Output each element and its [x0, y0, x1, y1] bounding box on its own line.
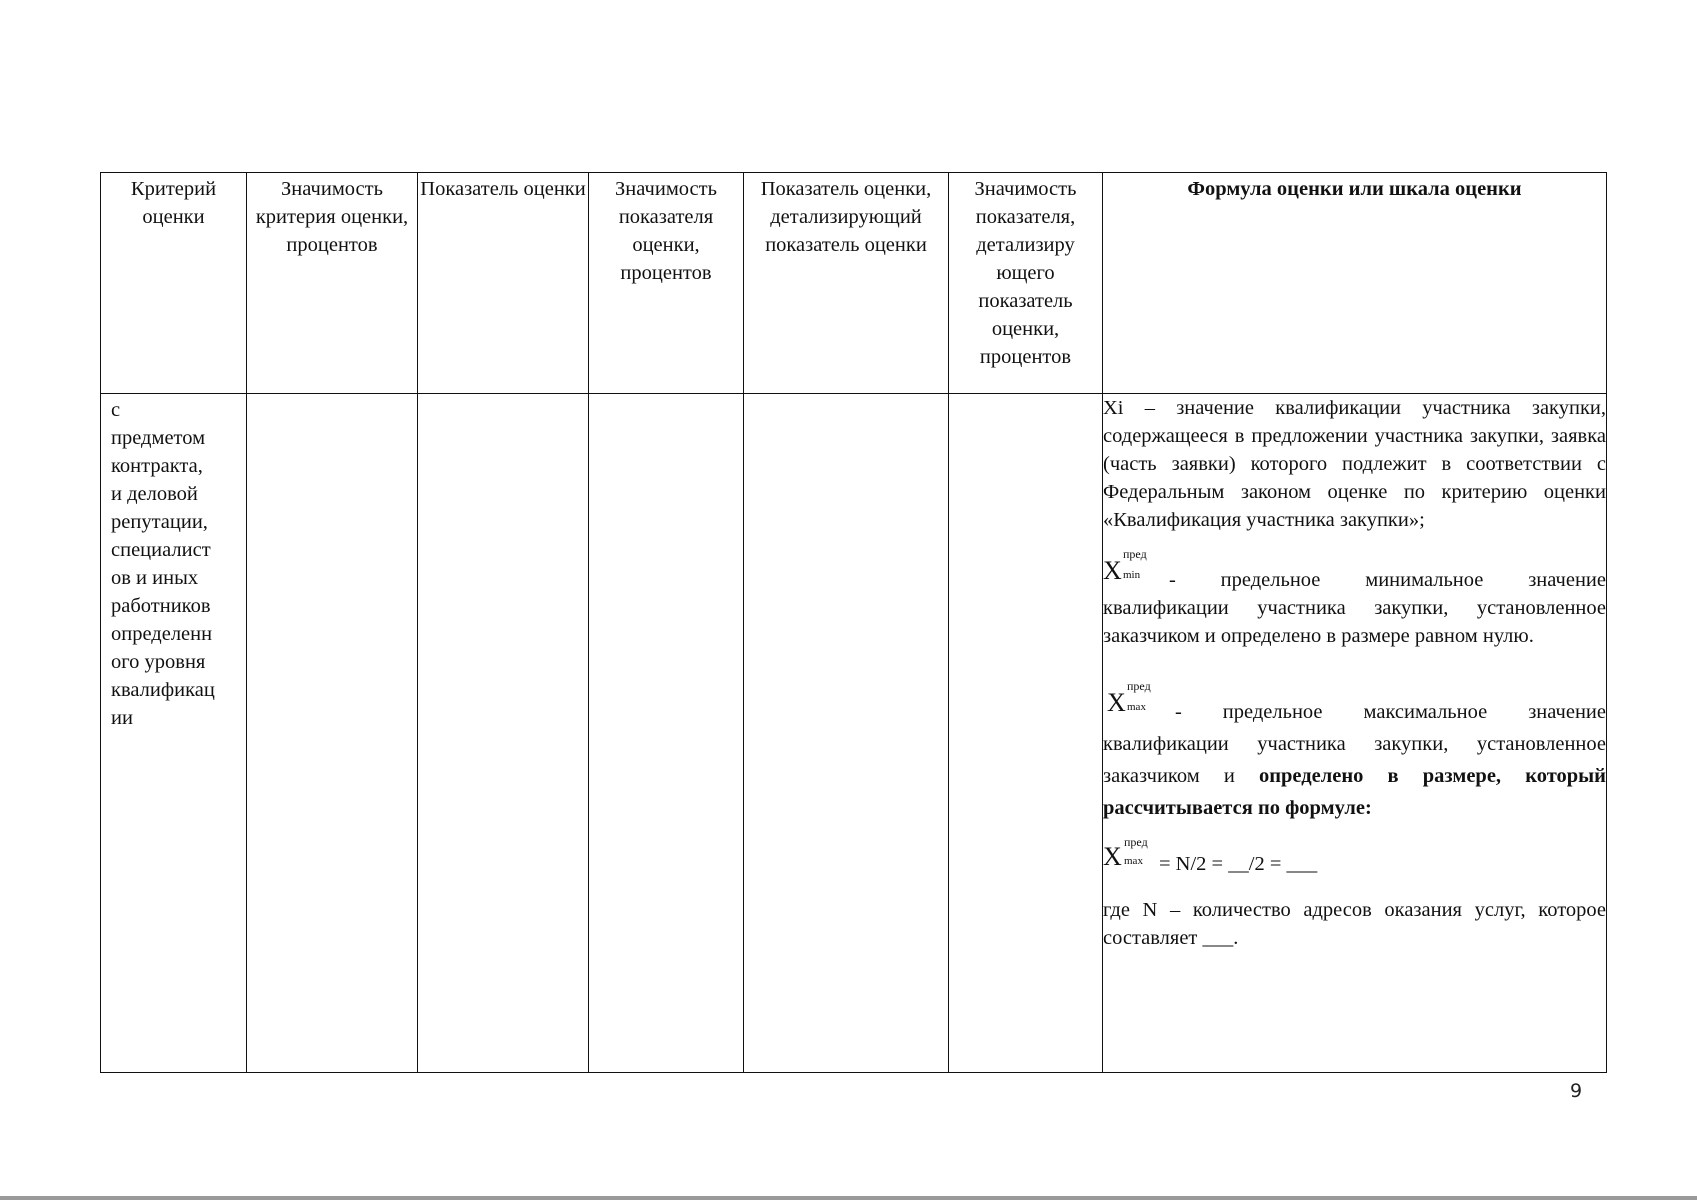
table-header-row — [101, 173, 1607, 394]
header-detail-indicator-weight: Значимость показателя, детализиру ющего показатель оценки, процентов — [949, 173, 1103, 394]
detail-indicator-cell — [744, 394, 949, 1073]
criterion-text: с предметом контракта, и деловой репутации, специалист ов и иных работников определенн ого уровня квалификац ии — [111, 399, 215, 729]
page-number: 9 — [1570, 1080, 1583, 1102]
x-max-definition-bold: определено в размере, который рассчитывается по формуле: — [1103, 765, 1606, 819]
x-max-formula-rhs: = N/2 = __/2 = ___ — [1159, 853, 1318, 875]
formula-cell — [1103, 394, 1607, 1073]
header-detail-indicator: Показатель оценки, детализирующий показатель оценки — [744, 173, 949, 394]
indicator-cell — [418, 394, 589, 1073]
header-indicator-weight: Значимость показателя оценки, процентов — [589, 173, 744, 394]
criterion-weight-cell — [247, 394, 418, 1073]
criterion-cell — [101, 394, 247, 1073]
indicator-weight-cell — [589, 394, 744, 1073]
x-max-formula — [1103, 835, 1606, 878]
xi-definition: Xi – значение квалификации участника закупки, содержащееся в предложении участника закупки, заявка (часть заявки) которого подлежит в соответствии с Федеральным законом оценке по критерию оценки «Квалификация участника закупки»; — [1103, 397, 1606, 531]
page-bottom-edge — [0, 1196, 1697, 1200]
evaluation-criteria-table — [100, 172, 1607, 1073]
header-criterion: Критерий оценки — [101, 173, 247, 394]
detail-indicator-weight-cell — [949, 394, 1103, 1073]
x-min-definition: - предельное минимальное значение квалификации участника закупки, установленное заказчиком и определено в размере равном нулю. — [1103, 569, 1606, 647]
x-max-symbol: X пред max — [1107, 679, 1151, 717]
header-criterion-weight: Значимость критерия оценки, процентов — [247, 173, 418, 394]
n-definition: где N – количество адресов оказания услуг, которое составляет ___. — [1103, 899, 1606, 949]
x-max-definition-normal: - предельное максимальное значение квалификации участника закупки, установленное заказчиком и — [1103, 701, 1606, 787]
table-row — [101, 394, 1607, 1073]
header-formula: Формула оценки или шкала оценки — [1103, 173, 1607, 394]
header-indicator: Показатель оценки — [418, 173, 589, 394]
x-max-formula-symbol: X пред max — [1103, 835, 1148, 871]
x-min-symbol: X пред min — [1103, 547, 1147, 585]
